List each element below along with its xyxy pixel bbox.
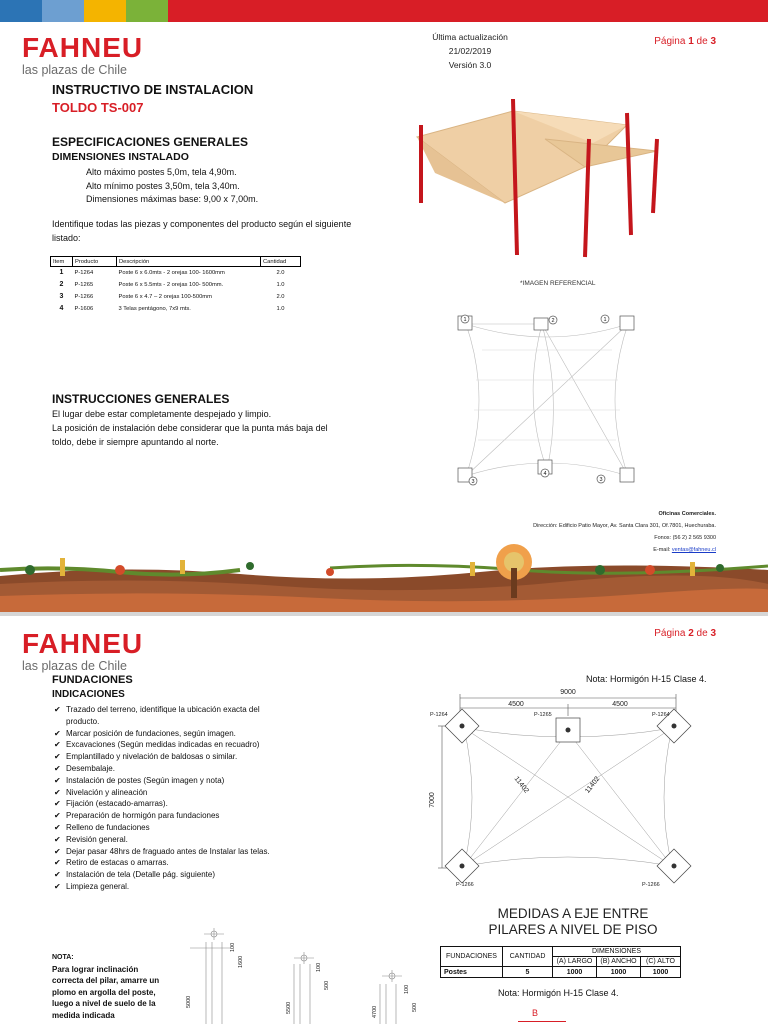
list-item: [54, 834, 279, 846]
identify-text: Identifique todas las piezas y componentes del producto según el siguiente listado:: [52, 219, 352, 243]
foundation-plan-drawing: [420, 676, 720, 902]
list-item: [54, 822, 279, 834]
dims-list: [86, 166, 258, 207]
detail-dim: 5500: [286, 1001, 292, 1014]
cell-qty: 5: [503, 967, 553, 978]
check-icon: ✔: [54, 858, 61, 868]
post-label: P-1266: [642, 882, 660, 888]
detail-dim: 1600: [238, 955, 244, 968]
check-icon: ✔: [54, 752, 61, 762]
th-dimensions: DIMENSIONES: [553, 947, 681, 957]
page-sep: de: [696, 36, 708, 47]
color-stripe: [0, 0, 768, 22]
th-foundations: FUNDACIONES: [441, 947, 503, 967]
item-text: Trazado del terreno, identifique la ubicación exacta del producto.: [66, 705, 260, 726]
check-icon: ✔: [54, 763, 61, 773]
item-text: Excavaciones (Según medidas indicadas en recuadro): [66, 740, 260, 750]
check-icon: ✔: [54, 728, 61, 738]
plan-label-4: 4: [543, 471, 547, 477]
update-date: 21/02/2019: [448, 46, 492, 56]
logo-brand: FAHNEU: [22, 32, 144, 63]
general-text: [52, 407, 332, 449]
post-label: P-1265: [534, 712, 552, 718]
table-row: [51, 291, 301, 303]
page-number: [654, 36, 716, 47]
list-item: [54, 869, 279, 881]
concrete-note-top: Nota: Hormigón H-15 Clase 4.: [586, 674, 707, 684]
cell-code: P-1606: [74, 305, 94, 312]
cell-item: 3: [59, 293, 64, 300]
cell-item: 4: [59, 305, 64, 312]
th-qty: Cantidad: [261, 257, 301, 267]
plan-total-dim: 9000: [560, 689, 576, 696]
note-heading: NOTA:: [52, 954, 74, 961]
cell-qty: 2.0: [276, 293, 285, 300]
canopy-plan-drawing: [452, 310, 642, 490]
foundations-heading: FUNDACIONES: [52, 674, 133, 686]
list-item: [54, 763, 279, 775]
list-item: [54, 881, 279, 893]
doc-title: INSTRUCTIVO DE INSTALACION: [52, 82, 254, 97]
plumb-note: [52, 952, 172, 1022]
general-line-1: El lugar debe estar completamente despejado y limpio.: [52, 409, 272, 419]
dims-heading: DIMENSIONES INSTALADO: [52, 151, 189, 163]
list-item: [54, 857, 279, 869]
check-icon: ✔: [54, 705, 61, 714]
cell-a: 1000: [553, 967, 597, 978]
post-label: P-1264: [652, 712, 670, 718]
cell-code: P-1264: [74, 269, 94, 276]
page-label: Página: [654, 628, 686, 639]
footer-illustration: [0, 540, 768, 612]
post-label: P-1266: [456, 882, 474, 888]
detail-dim: 100: [230, 942, 236, 952]
check-icon: ✔: [54, 846, 61, 856]
page-current: 2: [688, 628, 694, 639]
list-item: [54, 728, 279, 740]
plan-diag-2: 11402: [584, 775, 602, 795]
dim-max: Alto máximo postes 5,0m, tela 4,90m.: [86, 167, 237, 177]
offices-phone: Fonos: (56 2) 2 565 9300: [654, 535, 716, 541]
th-desc: Descripción: [117, 257, 261, 267]
plan-label-3b: 3: [599, 477, 603, 483]
check-icon: ✔: [54, 822, 61, 832]
check-icon: ✔: [54, 787, 61, 797]
list-item: [54, 775, 279, 787]
detail-dim: 100: [316, 962, 322, 972]
th-item: Item: [51, 257, 73, 267]
indications-heading: INDICACIONES: [52, 689, 125, 700]
logo-tagline: las plazas de Chile: [22, 659, 127, 673]
list-item: [54, 846, 279, 858]
check-icon: ✔: [54, 834, 61, 844]
plan-label-3: 3: [471, 479, 475, 485]
plan-label-1: 1: [463, 317, 467, 323]
item-text: Fijación (estacado-amarras).: [66, 799, 168, 809]
plan-height-dim: 7000: [429, 792, 436, 808]
check-icon: ✔: [54, 775, 61, 785]
email-link[interactable]: ventas@fahneu.cl: [671, 547, 716, 553]
cell-b: 1000: [597, 967, 641, 978]
page-label: Página: [654, 36, 686, 47]
product-model: TOLDO TS-007: [52, 100, 144, 115]
post-elevation-drawings: [180, 928, 440, 1024]
th-height: (C) ALTO: [641, 957, 681, 967]
th-length: (A) LARGO: [553, 957, 597, 967]
offices-heading: Oficinas Comerciales.: [658, 511, 716, 517]
measurements-caption: [430, 906, 716, 938]
detail-dim: 500: [324, 980, 330, 990]
cell-qty: 1.0: [276, 281, 285, 288]
concrete-note-bottom: Nota: Hormigón H-15 Clase 4.: [498, 988, 619, 998]
update-label: Última actualización: [432, 32, 508, 42]
cell-c: 1000: [641, 967, 681, 978]
list-item: [54, 810, 279, 822]
list-item: [54, 798, 279, 810]
list-item: [54, 704, 279, 728]
indications-list: [54, 704, 279, 893]
foundation-table: [440, 946, 681, 978]
detail-dim: 100: [404, 984, 410, 994]
page-total: 3: [710, 628, 716, 639]
th-width: (B) ANCHO: [597, 957, 641, 967]
item-text: Nivelación y alineación: [66, 787, 148, 797]
item-text: Desembalaje.: [66, 763, 115, 773]
measurements-line-2: PILARES A NIVEL DE PISO: [488, 922, 658, 937]
b-dimension-label: B: [532, 1008, 539, 1018]
check-icon: ✔: [54, 740, 61, 750]
check-icon: ✔: [54, 799, 61, 809]
image-ref-caption: *IMAGEN REFERENCIAL: [520, 280, 596, 287]
cell-name: Postes: [441, 967, 503, 978]
post-label: P-1264: [430, 712, 448, 718]
b-dimension-line: [518, 1021, 566, 1022]
spec-heading: ESPECIFICACIONES GENERALES: [52, 135, 249, 149]
plan-label-1b: 1: [603, 317, 607, 323]
canopy-3d-illustration: [395, 95, 665, 275]
general-heading: INSTRUCCIONES GENERALES: [52, 392, 230, 406]
item-text: Marcar posición de fundaciones, según imagen.: [66, 728, 236, 738]
detail-dim: 5000: [186, 995, 192, 1008]
email-label: E-mail:: [653, 547, 671, 553]
list-item: [54, 751, 279, 763]
cell-code: P-1266: [74, 293, 94, 300]
item-text: Emplantillado y nivelación de baldosas o similar.: [66, 752, 238, 762]
update-info: [410, 30, 530, 72]
general-line-2: La posición de instalación debe considerar que la punta más baja del toldo, debe ir siempre apuntando al norte.: [52, 423, 328, 447]
cell-desc: Poste 6 x 4.7 – 2 orejas 100-500mm: [118, 293, 212, 300]
fahneu-logo: [22, 34, 143, 77]
detail-dim: 4700: [372, 1005, 378, 1018]
table-row: [441, 967, 681, 978]
cell-desc: Poste 6 x 6.0mts - 2 orejas 100- 1600mm: [118, 269, 225, 276]
cell-code: P-1265: [74, 281, 94, 288]
th-quantity: CANTIDAD: [503, 947, 553, 967]
item-text: Dejar pasar 48hrs de fraguado antes de Instalar las telas.: [66, 846, 270, 856]
table-row: [51, 303, 301, 315]
table-row: [51, 279, 301, 291]
version: Versión 3.0: [448, 60, 492, 70]
item-text: Revisión general.: [66, 834, 128, 844]
item-text: Preparación de hormigón para fundaciones: [66, 811, 220, 821]
cell-qty: 1.0: [276, 305, 285, 312]
page-number: [654, 628, 716, 639]
fahneu-logo: [22, 630, 143, 673]
cell-desc: 3 Telas pentágono, 7x9 mts.: [118, 305, 191, 312]
table-row: [51, 267, 301, 279]
page-sep: de: [696, 628, 708, 639]
cell-qty: 2.0: [276, 269, 285, 276]
page-total: 3: [710, 36, 716, 47]
measurements-line-1: MEDIDAS A EJE ENTRE: [497, 906, 649, 921]
dim-min: Alto mínimo postes 3,50m, tela 3,40m.: [86, 180, 240, 191]
cell-desc: Poste 6 x 5.5mts - 2 orejas 100- 500mm.: [118, 281, 224, 288]
list-item: [54, 739, 279, 751]
item-text: Retiro de estacas o amarras.: [66, 858, 169, 868]
logo-brand: FAHNEU: [22, 628, 144, 659]
page-2: [0, 616, 768, 1024]
plan-left-dim: 4500: [508, 701, 524, 708]
plan-right-dim: 4500: [612, 701, 628, 708]
check-icon: ✔: [54, 881, 61, 891]
logo-tagline: las plazas de Chile: [22, 63, 127, 77]
detail-dim: 500: [412, 1002, 418, 1012]
plan-diag-1: 11402: [512, 775, 530, 795]
item-text: Limpieza general.: [66, 881, 130, 891]
item-text: Relleno de fundaciones: [66, 822, 150, 832]
item-text: Instalación de tela (Detalle pág. siguiente): [66, 870, 215, 880]
th-product: Producto: [73, 257, 117, 267]
note-text: Para lograr inclinación correcta del pilar, amarre un plomo en argolla del poste, luego a nivel de suelo de la medida indicada: [52, 964, 160, 1020]
offices-address: Dirección: Edificio Patio Mayor, Av. Santa Clara 301, Of.7801, Huechuraba.: [533, 523, 716, 529]
cell-item: 1: [59, 269, 64, 277]
check-icon: ✔: [54, 811, 61, 821]
parts-table: [50, 256, 301, 315]
page-current: 1: [688, 36, 694, 47]
item-text: Instalación de postes (Según imagen y nota): [66, 775, 225, 785]
cell-item: 2: [59, 281, 64, 288]
dim-base: Dimensiones máximas base: 9,00 x 7,00m.: [86, 194, 259, 205]
plan-label-2: 2: [551, 318, 555, 324]
check-icon: ✔: [54, 870, 61, 880]
list-item: [54, 787, 279, 799]
